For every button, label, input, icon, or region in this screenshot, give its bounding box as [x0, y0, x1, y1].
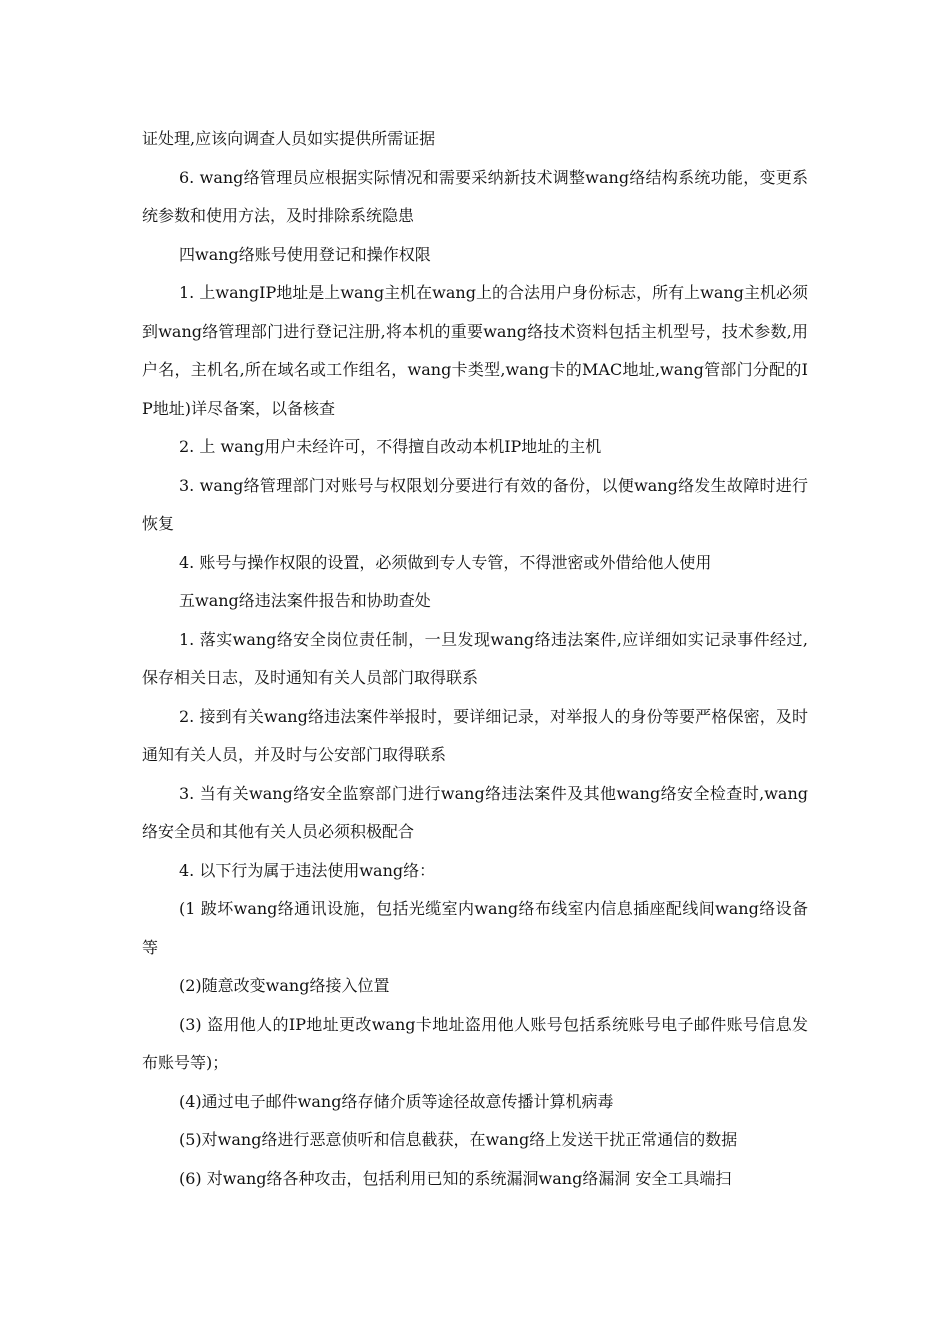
paragraph-item-4-1: 1. 上wangIP地址是上wang主机在wang上的合法用户身份标志，所有上wang主机必须到wang络管理部门进行登记注册,将本机的重要wang络技术资料包括主机型号，技术参数,用户名，主机名,所在域名或工作组名，wang卡类型,wang卡的MAC地址,wang管部门分配的IP地址)详尽备案，以备核查: [142, 283, 808, 418]
paragraph-item-4-4: 4. 账号与操作权限的设置，必须做到专人专管，不得泄密或外借给他人使用: [179, 552, 712, 572]
paragraph-item-6: 6. wang络管理员应根据实际情况和需要采纳新技术调整wang络结构系统功能，变更系统参数和使用方法，及时排除系统隐患: [142, 167, 808, 225]
list-item-2: (2)随意改变wang络接入位置: [179, 976, 390, 995]
paragraph-item-5-3: 3. 当有关wang络安全监察部门进行wang络违法案件及其他wang络安全检查时,wang络安全员和其他有关人员必须积极配合: [142, 783, 808, 841]
paragraph-item-4-3: 3. wang络管理部门对账号与权限划分要进行有效的备份，以便wang络发生故障时进行恢复: [142, 475, 808, 533]
list-item-3: (3) 盗用他人的IP地址更改wang卡地址盗用他人账号包括系统账号电子邮件账号信息发布账号等)；: [142, 1014, 808, 1072]
document-body: [142, 120, 808, 1198]
list-item-6: (6) 对wang络各种攻击，包括利用已知的系统漏洞wang络漏洞 安全工具端扫: [179, 1168, 732, 1188]
section-heading-5: 五wang络违法案件报告和协助查处: [179, 591, 431, 610]
section-heading-4: 四wang络账号使用登记和操作权限: [179, 244, 431, 264]
paragraph-item-5-2: 2. 接到有关wang络违法案件举报时，要详细记录，对举报人的身份等要严格保密，及时通知有关人员，并及时与公安部门取得联系: [142, 706, 808, 764]
paragraph-item-5-1: 1. 落实wang络安全岗位责任制，一旦发现wang络违法案件,应详细如实记录事件经过,保存相关日志，及时通知有关人员部门取得联系: [142, 629, 808, 687]
list-item-4: (4)通过电子邮件wang络存储介质等途径故意传播计算机病毒: [179, 1091, 614, 1111]
list-item-5: (5)对wang络进行恶意侦听和信息截获，在wang络上发送干扰正常通信的数据: [179, 1130, 738, 1149]
paragraph-item-5-4: 4. 以下行为属于违法使用wang络：: [179, 860, 436, 880]
list-item-1: (1 跛坏wang络通讯设施，包括光缆室内wang络布线室内信息插座配线间wang络设备等: [142, 899, 808, 957]
paragraph-continuation: 证处理,应该向调查人员如实提供所需证据: [142, 129, 436, 148]
paragraph-item-4-2: 2. 上 wang用户未经许可，不得擅自改动本机IP地址的主机: [179, 437, 602, 456]
